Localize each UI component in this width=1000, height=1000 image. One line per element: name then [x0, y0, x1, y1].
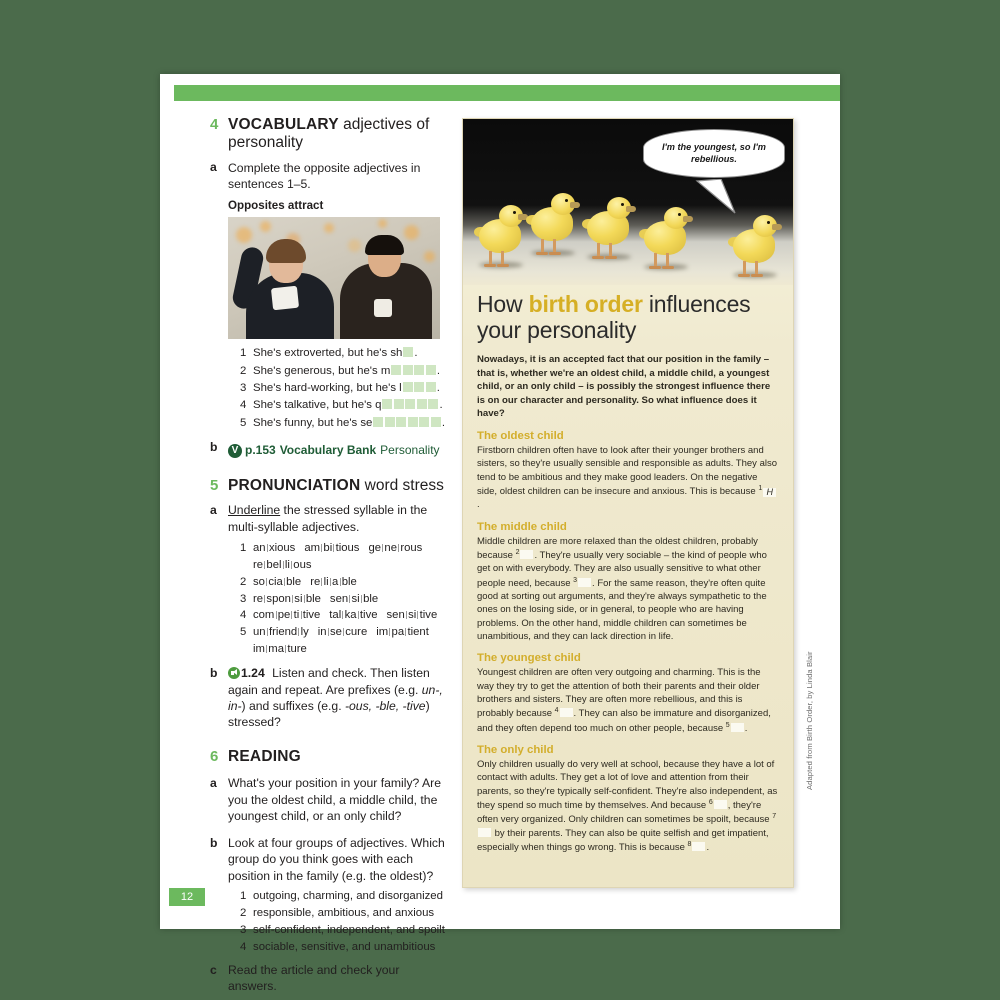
article-gap-blank[interactable]: [578, 578, 591, 587]
article-title-highlight: birth order: [528, 291, 643, 317]
stress-row-number: 3: [240, 592, 247, 605]
article-title-part1: How: [477, 291, 529, 317]
article-gap-blank[interactable]: [478, 828, 491, 837]
article-text: Firstborn children often have to look after their younger brothers and sisters, so they're usually sensible and responsible as adults. They also tend to be ambitious and they make good leaders. On the negative side, oldest children can be insecure and anxious. This is because: [477, 445, 777, 498]
task-text: Look at four groups of adjectives. Which group do you think goes with each position in the family (e.g. the oldest)?: [228, 836, 445, 883]
syllable: re: [253, 592, 264, 605]
task-letter: b: [210, 439, 218, 454]
task-text-underlined: Underline: [228, 503, 281, 518]
syllable: si: [408, 609, 417, 622]
gap-number: 7: [772, 813, 777, 821]
syllable: tive: [419, 609, 438, 622]
article-text: . They're usually very sociable – the kind of people who get on with everybody. They are also usually sensitive to what other people need, because: [477, 550, 767, 589]
syllable: tive: [302, 609, 321, 622]
audio-track-number: 1.24: [241, 666, 265, 681]
article-text: Only children usually do very well at school, because they have a lot of contact with adults. They get a lot of love and attention from their parents, so they're typically self-confident. They're also independent, as they spend so much time by themselves. And because: [477, 759, 778, 812]
gap-fill-box[interactable]: [385, 417, 395, 427]
task-letter: b: [210, 665, 218, 680]
group-text: sociable, sensitive, and unambitious: [253, 941, 436, 954]
section-title: [228, 477, 444, 495]
syllable-word[interactable]: [329, 607, 377, 624]
vocabulary-bank-page: p.153: [245, 443, 276, 458]
left-column: [210, 116, 450, 995]
task-reading-b: [210, 835, 450, 956]
group-number: 1: [240, 889, 247, 902]
syllable: ble: [286, 575, 302, 588]
sentence-end: .: [436, 382, 440, 395]
article-section-heading: The youngest child: [477, 652, 581, 665]
section-title-rest: adjectives of personality: [228, 116, 430, 152]
syllable-word[interactable]: [318, 624, 367, 641]
sentence-text: She's extroverted, but he's sh: [253, 347, 403, 360]
syllable-word[interactable]: [310, 574, 357, 591]
syllable: ge: [368, 541, 382, 554]
gap-fill-boxes[interactable]: [403, 347, 413, 357]
syllable: li: [323, 575, 329, 588]
stress-words: [253, 591, 450, 608]
article-text: , they're often very organized. Only children can sometimes be spoilt, because: [477, 800, 773, 826]
syllable-separator: [291, 611, 292, 619]
syllable: tal: [329, 609, 342, 622]
task-vocabulary-b: [210, 439, 450, 459]
vocabulary-badge-icon: V: [228, 444, 242, 458]
opposites-sentence: [240, 397, 450, 414]
syllable: sen: [386, 609, 405, 622]
article-text: by their parents. They can also be quite selfish and get impatient, especially when things go wrong. This is because: [477, 827, 769, 854]
section-title: [228, 748, 301, 766]
article-section-paragraph: [477, 535, 779, 644]
syllable-separator: [343, 628, 344, 636]
syllable-word[interactable]: [253, 557, 312, 574]
syllable-word[interactable]: [253, 591, 321, 608]
syllable-separator: [298, 628, 299, 636]
syllable-word[interactable]: [253, 624, 309, 641]
syllable: pa: [391, 626, 405, 639]
syllable: im: [253, 643, 265, 656]
couple-photo: [228, 217, 440, 339]
sentence-text: She's talkative, but he's q: [253, 399, 382, 412]
gap-fill-box[interactable]: [414, 365, 424, 375]
stress-word-list: [228, 540, 450, 659]
syllable: cia: [268, 575, 283, 588]
task-pronunciation-b: [210, 665, 450, 730]
adjective-group: [240, 905, 450, 922]
sentence-number: 4: [240, 399, 247, 412]
syllable: bi: [323, 541, 333, 554]
section-title-bold: PRONUNCIATION: [228, 477, 361, 494]
stress-row-number: 4: [240, 609, 247, 622]
group-number: 3: [240, 923, 247, 936]
syllable-separator: [304, 595, 305, 603]
syllable: re: [253, 558, 264, 571]
section-number: 5: [210, 477, 219, 494]
sentence-text: She's generous, but he's m: [253, 364, 391, 377]
gap-fill-box[interactable]: [426, 382, 436, 392]
syllable-separator: [349, 595, 350, 603]
syllable-separator: [358, 611, 359, 619]
gap-fill-box[interactable]: [396, 417, 406, 427]
section-reading-header: [210, 748, 450, 766]
duckling-hero-image: [463, 119, 793, 285]
gap-fill-box[interactable]: [405, 399, 415, 409]
task-letter: b: [210, 835, 218, 850]
syllable-separator: [328, 628, 329, 636]
stress-row: [240, 574, 450, 591]
woman-hair: [266, 239, 306, 263]
duckling: [525, 189, 579, 255]
article-sections: [463, 430, 793, 855]
image-credit: Adapted from Birth Order, by Linda Blair: [805, 651, 814, 790]
syllable: tious: [335, 541, 360, 554]
task-text-2: ) and suffixes (e.g.: [241, 698, 345, 713]
stress-row: [240, 607, 450, 624]
opposites-sentence: [240, 380, 450, 397]
syllable-word[interactable]: [330, 591, 378, 608]
gap-fill-boxes[interactable]: [382, 399, 438, 409]
task-text-1: Listen and check. Then listen again and repeat. Are prefixes (e.g.: [228, 666, 430, 697]
task-text: the stressed syllable in the multi-syllable adjectives.: [228, 503, 428, 534]
stress-row-number: 5: [240, 626, 247, 639]
syllable: rous: [400, 541, 423, 554]
syllable: un: [253, 626, 266, 639]
syllable-separator: [361, 595, 362, 603]
syllable-separator: [266, 578, 267, 586]
gap-number: 3: [573, 576, 578, 584]
audio-speaker-icon[interactable]: [228, 667, 240, 679]
article-gap-blank[interactable]: [560, 708, 573, 717]
sentence-text: She's funny, but he's se: [253, 416, 373, 429]
sentence-number: 5: [240, 416, 247, 429]
duckling: [581, 193, 635, 259]
syllable-separator: [389, 628, 390, 636]
article-section-heading: The only child: [477, 744, 554, 757]
article-section-paragraph: [477, 758, 779, 855]
syllable-separator: [321, 578, 322, 586]
syllable-separator: [267, 544, 268, 552]
article-gap-blank[interactable]: [714, 800, 727, 809]
task-text-italic-2: -ous, -ble, -tive: [344, 698, 426, 713]
syllable-separator: [417, 611, 418, 619]
opposites-sentence: [240, 363, 450, 380]
gap-fill-box[interactable]: [373, 417, 383, 427]
syllable-word[interactable]: [387, 607, 438, 624]
syllable: in: [317, 626, 327, 639]
task-letter: a: [210, 160, 217, 175]
article-text: . For the same reason, they're often quite good at sorting out arguments, and they're always sympathetic to the ones on the losing side, or in general, to people who are having problems. On the other hand, middle children can sometimes be unambitious, and they can lack direction in life.: [477, 577, 767, 643]
stress-row: [240, 624, 450, 658]
syllable: a: [332, 575, 339, 588]
task-text-italic-1: un-, in-: [228, 682, 443, 713]
adjective-group: [240, 939, 450, 956]
speech-bubble: I'm the youngest, so I'm rebellious.: [643, 129, 785, 178]
article-title-part2: influences your personality: [477, 291, 751, 343]
sentence-end: .: [439, 399, 443, 412]
exercise-subhead: Opposites attract: [228, 199, 324, 212]
syllable-separator: [276, 611, 277, 619]
gap-fill-boxes[interactable]: [391, 365, 436, 375]
group-number: 2: [240, 906, 247, 919]
syllable-separator: [342, 611, 343, 619]
gap-number: 1: [758, 484, 763, 492]
section-title-bold: VOCABULARY: [228, 116, 339, 133]
syllable: friend: [268, 626, 298, 639]
gap-number: 5: [725, 721, 730, 729]
textbook-page: [160, 74, 840, 994]
syllable: im: [376, 626, 389, 639]
syllable: li: [284, 558, 290, 571]
bokeh-dot: [260, 221, 271, 232]
duckling: [473, 201, 527, 267]
article-section-heading: The oldest child: [477, 430, 564, 443]
syllable: ti: [293, 609, 300, 622]
task-text: Read the article and check your answers.: [228, 963, 400, 994]
gap-fill-boxes[interactable]: [373, 417, 441, 427]
group-number: 4: [240, 941, 247, 954]
gap-number: 6: [708, 799, 713, 807]
gap-fill-box[interactable]: [403, 382, 413, 392]
syllable: tive: [359, 609, 378, 622]
syllable: com: [253, 609, 275, 622]
article-gap-blank[interactable]: H: [763, 488, 776, 497]
vocabulary-bank-link[interactable]: [228, 443, 450, 459]
section-title-rest: word stress: [364, 477, 444, 494]
syllable-word[interactable]: [304, 540, 359, 557]
vocabulary-bank-label: Vocabulary Bank: [279, 443, 377, 458]
gap-fill-box[interactable]: [391, 365, 401, 375]
section-vocabulary-header: [210, 116, 450, 153]
gap-fill-box[interactable]: [394, 399, 404, 409]
bokeh-dot: [324, 223, 334, 233]
syllable: ble: [341, 575, 357, 588]
syllable: cure: [345, 626, 368, 639]
syllable: se: [329, 626, 342, 639]
sentence-text: She's hard-working, but he's l: [253, 382, 402, 395]
gap-fill-boxes[interactable]: [403, 382, 436, 392]
syllable-word[interactable]: [376, 624, 429, 641]
sentence-number: 3: [240, 382, 247, 395]
sentence-end: .: [436, 364, 440, 377]
gap-number: 8: [687, 841, 692, 849]
stress-words: [253, 574, 450, 591]
task-pronunciation-a: [210, 502, 450, 658]
article-text: .: [706, 842, 710, 854]
article-section-paragraph: [477, 666, 779, 735]
article-section-paragraph: [477, 444, 779, 512]
syllable-separator: [266, 645, 267, 653]
sentence-number: 1: [240, 347, 247, 360]
syllable-separator: [333, 544, 334, 552]
gap-fill-box[interactable]: [417, 399, 427, 409]
syllable-separator: [340, 578, 341, 586]
syllable: ture: [287, 643, 307, 656]
gap-fill-box[interactable]: [408, 417, 418, 427]
syllable: an: [253, 541, 266, 554]
syllable-separator: [267, 628, 268, 636]
article-panel: [462, 118, 794, 888]
woman-collar: [271, 286, 299, 311]
syllable: pe: [277, 609, 291, 622]
stress-row: [240, 591, 450, 608]
stress-row: [240, 540, 450, 574]
syllable: si: [294, 592, 303, 605]
adjective-group: [240, 888, 450, 905]
group-text: responsible, ambitious, and anxious: [253, 906, 435, 919]
syllable-separator: [291, 561, 292, 569]
syllable: ly: [300, 626, 309, 639]
syllable: ous: [293, 558, 312, 571]
syllable: ma: [268, 643, 284, 656]
section-number: 6: [210, 748, 219, 766]
gap-fill-box[interactable]: [431, 417, 441, 427]
opposites-sentence-list: [228, 345, 450, 432]
article-gap-blank[interactable]: [520, 550, 533, 559]
man-shirt: [374, 299, 392, 317]
syllable: tient: [407, 626, 429, 639]
bokeh-dot: [236, 227, 252, 243]
bokeh-dot: [378, 219, 387, 228]
gap-number: 4: [554, 707, 559, 715]
gap-fill-box[interactable]: [403, 347, 413, 357]
syllable: ble: [305, 592, 321, 605]
syllable: am: [304, 541, 321, 554]
syllable: spon: [266, 592, 291, 605]
gap-fill-box[interactable]: [426, 365, 436, 375]
task-letter: a: [210, 502, 217, 517]
stress-words: [253, 540, 450, 574]
top-green-bar: [174, 85, 840, 101]
article-text: .: [477, 499, 480, 511]
task-text-3: ) stressed?: [228, 698, 430, 729]
article-gap-blank[interactable]: [731, 723, 744, 732]
syllable-word[interactable]: [253, 607, 320, 624]
gap-number: 2: [515, 548, 520, 556]
syllable-word[interactable]: [253, 540, 295, 557]
article-text: . They can also be immature and disorganized, and they often depend too much on other people, because: [477, 708, 771, 734]
article-gap-blank[interactable]: [692, 842, 705, 851]
syllable-separator: [292, 595, 293, 603]
syllable: ka: [344, 609, 357, 622]
syllable-separator: [330, 578, 331, 586]
duckling: [638, 203, 692, 269]
gap-fill-box[interactable]: [419, 417, 429, 427]
syllable-word[interactable]: [253, 641, 307, 658]
bokeh-dot: [348, 239, 361, 252]
sentence-end: .: [414, 347, 418, 360]
article-section-heading: The middle child: [477, 520, 567, 533]
section-title-bold: READING: [228, 748, 301, 766]
opposites-sentence: [240, 345, 450, 362]
syllable-separator: [284, 578, 285, 586]
stress-row-number: 2: [240, 575, 247, 588]
gap-fill-box[interactable]: [428, 399, 438, 409]
section-title: [228, 116, 450, 153]
duckling-youngest: [727, 211, 781, 277]
syllable: bel: [266, 558, 282, 571]
article-title: [463, 285, 793, 343]
syllable: re: [310, 575, 321, 588]
task-vocabulary-a: [210, 160, 450, 432]
opposites-sentence: [240, 415, 450, 432]
group-text: outgoing, charming, and disorganized: [253, 889, 443, 902]
gap-fill-box[interactable]: [414, 382, 424, 392]
adjective-group: [240, 922, 450, 939]
task-text: Complete the opposite adjectives in sentences 1–5.: [228, 160, 421, 191]
syllable-separator: [301, 611, 302, 619]
syllable-separator: [406, 611, 407, 619]
article-text: .: [744, 722, 748, 734]
task-letter: c: [210, 962, 217, 977]
section-number: 4: [210, 116, 219, 133]
task-letter: a: [210, 775, 217, 790]
bokeh-dot: [404, 225, 419, 240]
task-text: What's your position in your family? Are you the oldest child, a middle child, the youngest child, or an only child?: [228, 776, 441, 823]
syllable: so: [253, 575, 265, 588]
task-body: [228, 160, 450, 432]
page-number: 12: [169, 888, 205, 906]
syllable: xious: [268, 541, 296, 554]
group-text: self-confident, independent, and spoilt: [253, 923, 445, 936]
task-reading-c: [210, 962, 450, 994]
section-pronunciation-header: [210, 477, 450, 495]
bokeh-dot: [424, 251, 435, 262]
adjective-groups-list: [228, 888, 450, 956]
task-reading-a: [210, 775, 450, 824]
syllable-word[interactable]: [253, 574, 301, 591]
article-text: Youngest children are often very outgoing and charming. This is the way they try to get the attention of both their parents and their older brothers and sisters. They are often more rebellious, and this is probably because: [477, 667, 761, 720]
stress-words: [253, 607, 450, 624]
syllable-separator: [283, 561, 284, 569]
gap-fill-box[interactable]: [382, 399, 392, 409]
man-hair: [365, 235, 404, 255]
vocabulary-bank-topic: Personality: [380, 443, 440, 458]
stress-words: [253, 624, 450, 658]
syllable: ble: [363, 592, 379, 605]
speech-bubble-tail: [695, 179, 737, 215]
syllable: si: [351, 592, 360, 605]
stress-row-number: 1: [240, 541, 247, 554]
gap-fill-box[interactable]: [403, 365, 413, 375]
sentence-number: 2: [240, 364, 247, 377]
syllable: sen: [329, 592, 349, 605]
article-intro-paragraph: Nowadays, it is an accepted fact that our position in the family – that is, whether we're an oldest child, a middle child, a youngest child, or an only child – is possibly the strongest influence there is on our character and personality. So what influence does it have?: [477, 353, 771, 420]
sentence-end: .: [441, 416, 446, 429]
syllable-word[interactable]: [368, 540, 422, 557]
syllable: ne: [384, 541, 397, 554]
article-text: Middle children are more relaxed than the oldest children, probably because: [477, 535, 758, 562]
